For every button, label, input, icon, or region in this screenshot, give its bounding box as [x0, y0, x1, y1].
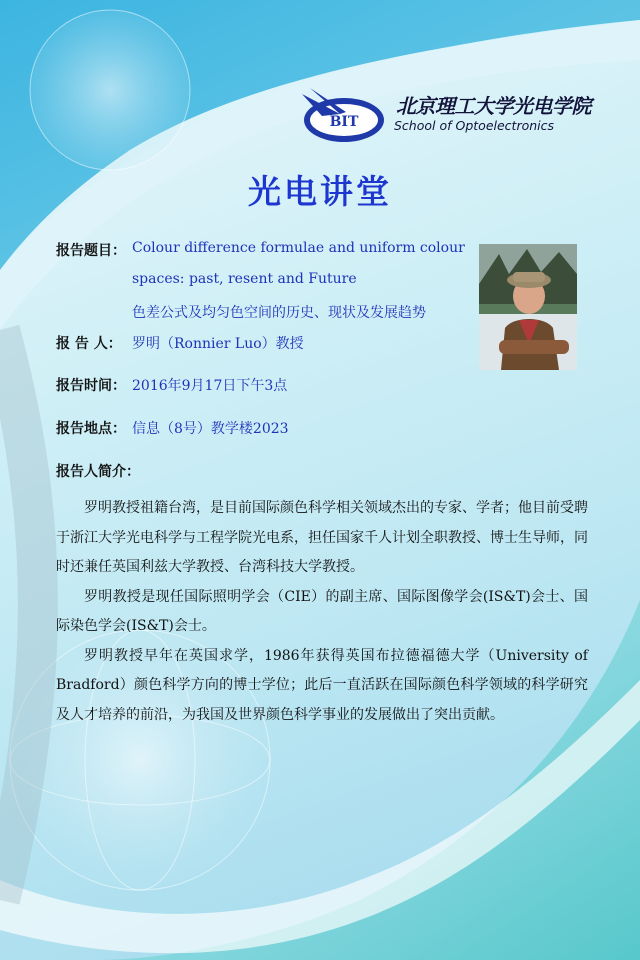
topic-label: 报告题目：	[56, 243, 126, 259]
bio-paragraph: 罗明教授早年在英国求学，1986年获得英国布拉德福德大学（University of Bradford）颜色科学方向的博士学位；此后一直活跃在国际颜色科学领域的科学研究及人才培养的前沿，为我国及世界颜色科学事业的发展做出了突出贡献。	[56, 647, 588, 723]
time-label: 报告时间：	[56, 378, 126, 394]
topic-en-line2: spaces: past, resent and Future	[132, 271, 357, 287]
speaker-photo	[479, 244, 577, 370]
place-label: 报告地点：	[56, 421, 126, 437]
page-title: 光电讲堂	[248, 172, 392, 211]
logo-initials: BIT	[329, 114, 359, 130]
school-name-cn: 北京理工大学光电学院	[396, 94, 591, 118]
topic-cn: 色差公式及均匀色空间的历史、现状及发展趋势	[132, 305, 426, 321]
talk-time: 2016年9月17日下午3点	[132, 378, 288, 394]
bio-heading: 报告人简介：	[56, 464, 140, 480]
speaker-name: 罗明（Ronnier Luo）教授	[132, 336, 304, 352]
speaker-label: 报 告 人：	[56, 336, 122, 352]
topic-en-line1: Colour difference formulae and uniform colour	[132, 240, 465, 256]
bio-paragraph: 罗明教授是现任国际照明学会（CIE）的副主席、国际图像学会(IS&T)会士、国际染色学会(IS&T)会士。	[56, 588, 588, 634]
talk-place: 信息（8号）教学楼2023	[132, 421, 289, 437]
globe-top	[30, 10, 190, 170]
left-arc	[0, 330, 38, 900]
bit-emblem-icon	[300, 86, 388, 144]
bio-text	[56, 494, 588, 730]
school-logo	[300, 86, 600, 146]
school-name-en: School of Optoelectronics	[394, 118, 555, 133]
bio-paragraph: 罗明教授祖籍台湾，是目前国际颜色科学相关领域杰出的专家、学者；他目前受聘于浙江大学光电科学与工程学院光电系，担任国家千人计划全职教授、博士生导师，同时还兼任英国利兹大学教授、台湾科技大学教授。	[56, 500, 588, 575]
